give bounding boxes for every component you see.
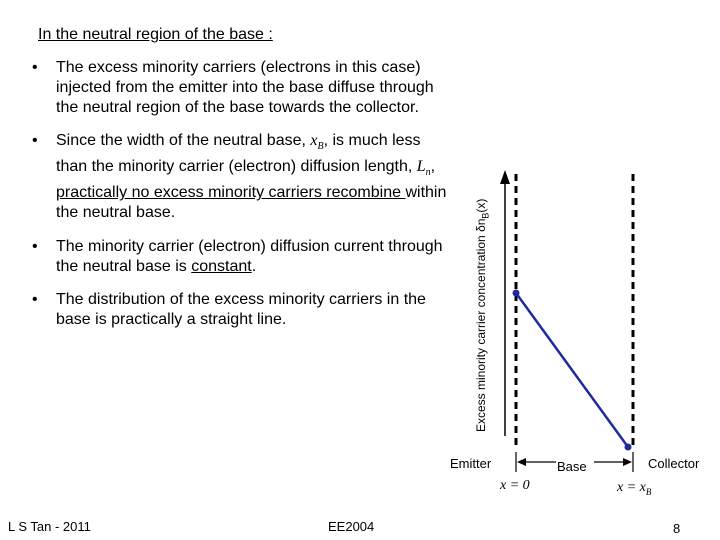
footer-page-number: 8 [673, 521, 681, 536]
x-xb-label [617, 480, 651, 497]
base-label: Base [557, 459, 587, 474]
slide-title: In the neutral region of the base : [38, 26, 273, 43]
base-width-arrow-right [623, 458, 632, 466]
bullet-text-part1: The minority carrier (electron) diffusion current through the neutral base is [56, 238, 443, 276]
footer-author: L S Tan - 2011 [8, 519, 91, 534]
y-axis-arrowhead [500, 170, 510, 184]
y-axis-label [474, 199, 490, 432]
ln-subscript: n [425, 167, 431, 179]
carrier-distribution-line [516, 293, 628, 447]
base-width-arrow-left [517, 458, 526, 466]
ln-symbol: L [416, 158, 426, 176]
x-xb-label-subscript: B [645, 486, 652, 497]
bullet-text-part1: Since the width of the neutral base, [56, 132, 311, 149]
bullet-text-part2: . [251, 258, 257, 276]
underlined-text: practically no excess minority carriers recombine [56, 184, 406, 202]
bullet-text-part3: , [430, 158, 436, 176]
collector-label: Collector [648, 456, 700, 471]
y-axis-label-subscript: B [480, 212, 491, 219]
y-axis-label-tail: (x) [474, 198, 488, 213]
bullet-text: The excess minority carriers (electrons in this case) injected from the emitter into the base diffuse through the neutral region of the base towards the collector. [56, 59, 434, 116]
distribution-start-point [513, 290, 520, 297]
bullet-text: The distribution of the excess minority carriers in the base is practically a straight line. [56, 291, 426, 329]
x-xb-label-main: x = x [617, 480, 646, 495]
footer-course: EE2004 [328, 519, 375, 534]
xb-subscript: B [317, 141, 324, 153]
underlined-text: constant [191, 258, 252, 276]
xb-symbol: x [310, 132, 318, 149]
x-zero-label: x = 0 [500, 478, 530, 493]
emitter-label: Emitter [450, 456, 492, 471]
bullet-text-part4: within the neutral base. [56, 184, 447, 222]
distribution-end-point [625, 444, 632, 451]
bullet-text-part2: , is much less than the minority carrier (electron) diffusion length, [56, 132, 421, 176]
y-axis-label-text: Excess minority carrier concentration δn [474, 218, 488, 432]
